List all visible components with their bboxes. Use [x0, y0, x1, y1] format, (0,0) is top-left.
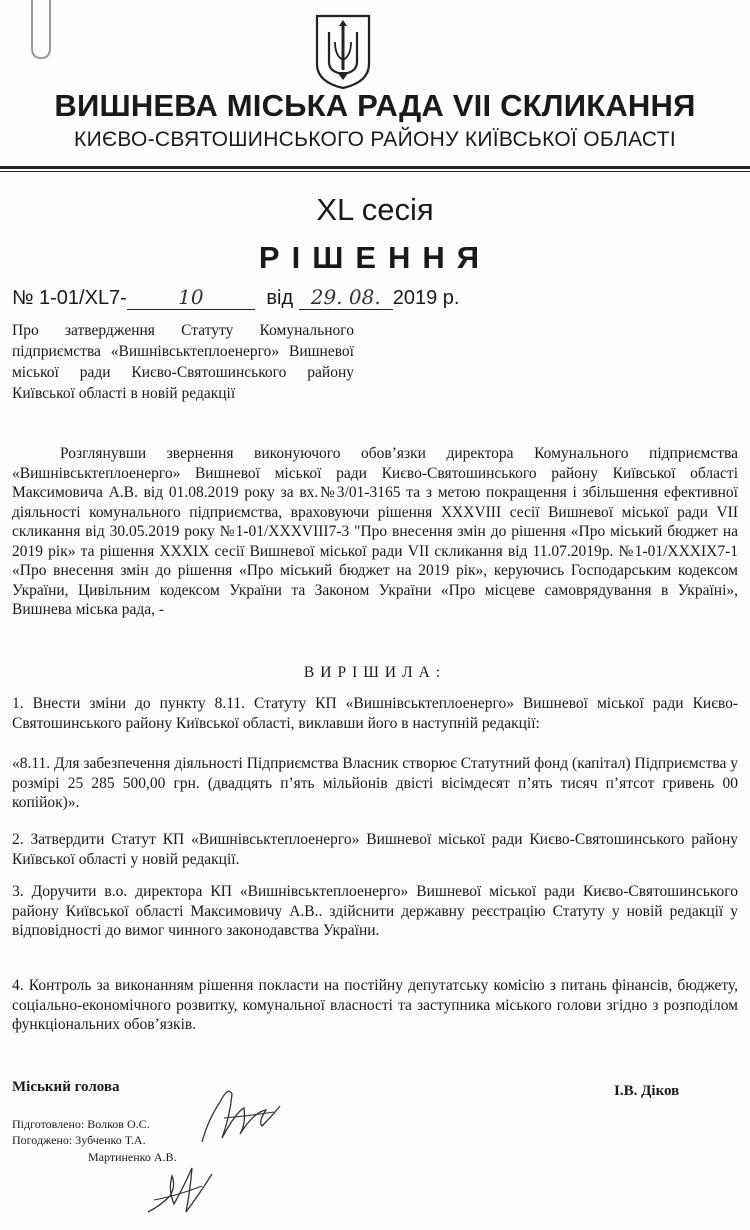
header-rule-thin — [0, 171, 750, 172]
council-title: ВИШНЕВА МІСЬКА РАДА VII СКЛИКАННЯ — [54, 88, 696, 123]
decision-number-line — [12, 285, 459, 310]
paper-clip-icon — [22, 0, 62, 62]
handwritten-date: 29. 08. — [299, 285, 393, 310]
decision-item-1: 1. Внести зміни до пункту 8.11. Статуту КП «Вишнівськтеплоенерго» Вишневої міської ради Києво-Святошинського району Київської області, виклавши його в наступній редакції: — [12, 695, 738, 732]
decision-item-2: 2. Затвердити Статут КП «Вишнівськтеплоенерго» Вишневої міської ради Києво-Святошинського району Київської області у новій редакції. — [12, 831, 738, 868]
agreed-by-second: Мартиненко А.В. — [88, 1150, 177, 1164]
prepared-by: Підготовлено: Волков О.С. — [12, 1117, 150, 1131]
number-prefix: № 1-01/XL7- — [12, 287, 127, 309]
visa-signature — [140, 1156, 220, 1222]
signature-name: І.В. Діков — [614, 1083, 680, 1099]
header-rule-thick — [0, 166, 750, 169]
decision-subject: Про затвердження Статуту Комунального підприємства «Вишнівськтеплоенерго» Вишневої міської ради Києво-Святошинського району Київської області в новій редакції — [12, 322, 354, 402]
mayor-signature — [196, 1072, 286, 1152]
handwritten-number: 10 — [127, 285, 255, 310]
document-type-heading: РІШЕННЯ — [258, 240, 492, 275]
preamble-paragraph: Розглянувши звернення виконуючого обов’язки директора Комунального підприємства «Вишнівськтеплоенерго» Вишневої міської ради Києво-Святошинського району Київської області Максимовича А.В. від 01.08.2019 року за вх.№3/01-3165 та з метою покращення і збільшення ефективної діяльності комунального підприємства, враховуючи рішення XXXVIII сесії Вишневої міської ради VII скликання від 30.05.2019 року №1-01/XXXVIII7-3 "Про внесення змін до рішення «Про міський бюджет на 2019 рік» та рішення XXXIX сесії Вишневої міської ради VII скликання від 11.07.2019р. №1-01/XXXIX7-1 «Про внесення змін до рішення «Про міський бюджет на 2019 рік», керуючись Господарським кодексом України, Цивільним кодексом України та Законом України «Про місцеве самоврядування в Україні», Вишнева міська рада, - — [12, 445, 738, 618]
decision-item-3: 3. Доручити в.о. директора КП «Вишнівськтеплоенерго» Вишневої міської ради Києво-Святошинського району Київської області Максимовичу А.В.. здійснити державну реєстрацію Статуту у новій редакції у відповідності до вимог чинного законодавства України. — [12, 883, 738, 939]
coat-of-arms-icon — [313, 12, 373, 90]
signature-title: Міський голова — [12, 1079, 120, 1095]
from-label: від — [266, 287, 294, 309]
year-label: 2019 р. — [392, 287, 460, 309]
session-title: XL сесія — [316, 192, 434, 227]
district-subtitle: КИЄВО-СВЯТОШИНСЬКОГО РАЙОНУ КИЇВСЬКОЇ ОБЛАСТІ — [74, 128, 676, 151]
agreed-by: Погоджено: Зубченко Т.А. — [12, 1133, 146, 1147]
decision-item-1-quote: «8.11. Для забезпечення діяльності Підприємства Власник створює Статутний фонд (капітал) Підприємства у розмірі 25 285 500,00 грн. (двадцять п’ять мільйонів двісті вісімдесят п’ять тисяч п’ятсот гривень 00 копійок)». — [12, 755, 738, 811]
decision-item-4: 4. Контроль за виконанням рішення покласти на постійну депутатську комісію з питань фінансів, бюджету, соціально-економічного розвитку, комунальної власності та заступника міського голови згідно з розподілом функціональних обов’язків. — [12, 977, 738, 1033]
decided-heading: ВИРІШИЛА: — [303, 664, 447, 681]
